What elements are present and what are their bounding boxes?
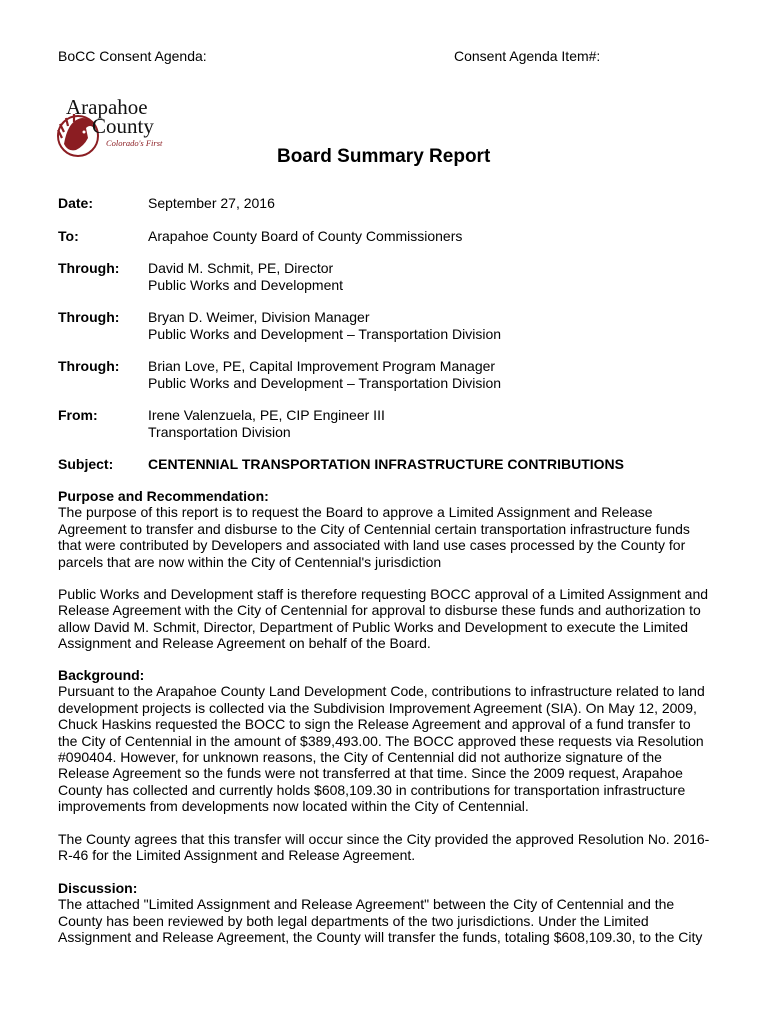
field-label: From: xyxy=(58,407,98,423)
paragraph: Pursuant to the Arapahoe County Land Development Code, contributions to infrastructure related to land development projects is collected via the Subdivision Improvement Agreement (SIA). On May 12, 2009, Chuck Haskins requested the BOCC to sign the Release Agreement and approval of a fund transfer to the City of Centennial in the amount of $389,493.00. The BOCC approved these requests via Resolution #090404. However, for unknown reasons, the City of Centennial did not authorize signature of the Release Agreement so the funds were not transferred at that time. Since the 2009 request, Arapahoe County has collected and currently holds $608,109.30 in contributions for transportation infrastructure improvements from developments now located within the City of Centennial. xyxy=(58,683,705,815)
page-title: Board Summary Report xyxy=(277,146,491,167)
section-background xyxy=(58,667,718,863)
section-heading: Discussion: xyxy=(58,880,138,896)
field-label: Through: xyxy=(58,260,120,276)
field-label: Through: xyxy=(58,309,120,325)
field-value: September 27, 2016 xyxy=(148,195,275,211)
header-right: Consent Agenda Item#: xyxy=(454,48,601,64)
paragraph: The attached "Limited Assignment and Release Agreement" between the City of Centennial and the County has been reviewed by both legal departments of the two jurisdictions. Under the Limited Assignment and Release Agreement, the County will transfer the funds, totaling $608,109.30, to the City xyxy=(58,896,703,946)
section-purpose xyxy=(58,488,718,652)
field-value: CENTENNIAL TRANSPORTATION INFRASTRUCTURE CONTRIBUTIONS xyxy=(148,456,624,472)
field-value: David M. Schmit, PE, Director Public Works and Development xyxy=(148,260,344,293)
field-label: Date: xyxy=(58,195,94,211)
header-left: BoCC Consent Agenda: xyxy=(58,48,207,64)
logo-text-line1: Arapahoe xyxy=(66,95,148,119)
field-label: Subject: xyxy=(58,456,114,472)
field-value: Brian Love, PE, Capital Improvement Program Manager Public Works and Development – Transportation Division xyxy=(148,358,502,391)
field-value: Irene Valenzuela, PE, CIP Engineer III Transportation Division xyxy=(148,407,385,440)
paragraph: The County agrees that this transfer will occur since the City provided the approved Resolution No. 2016- R-46 for the Limited Assignment and Release Agreement. xyxy=(58,830,710,864)
logo-tagline: Colorado's First xyxy=(106,138,163,148)
section-heading: Purpose and Recommendation: xyxy=(58,488,269,504)
field-label: Through: xyxy=(58,358,120,374)
paragraph: Public Works and Development staff is therefore requesting BOCC approval of a Limited Assignment and Release Agreement with the City of Centennial for approval to disburse these funds and authorization to allow David M. Schmit, Director, Department of Public Works and Development to execute the Limited Assignment and Release Agreement on behalf of the Board. xyxy=(58,586,709,652)
paragraph: The purpose of this report is to request the Board to approve a Limited Assignment and Release Agreement to transfer and disburse to the City of Centennial certain transportation infrastructure funds that were contributed by Developers and associated with land use cases processed by the County for parcels that are now within the City of Centennial's jurisdiction xyxy=(58,504,690,570)
section-discussion xyxy=(58,880,718,946)
field-value: Arapahoe County Board of County Commissioners xyxy=(148,228,463,244)
field-value: Bryan D. Weimer, Division Manager Public Works and Development – Transportation Division xyxy=(148,309,502,342)
field-label: To: xyxy=(58,228,79,244)
logo-text-line2: County xyxy=(92,114,154,138)
section-heading: Background: xyxy=(58,667,145,683)
